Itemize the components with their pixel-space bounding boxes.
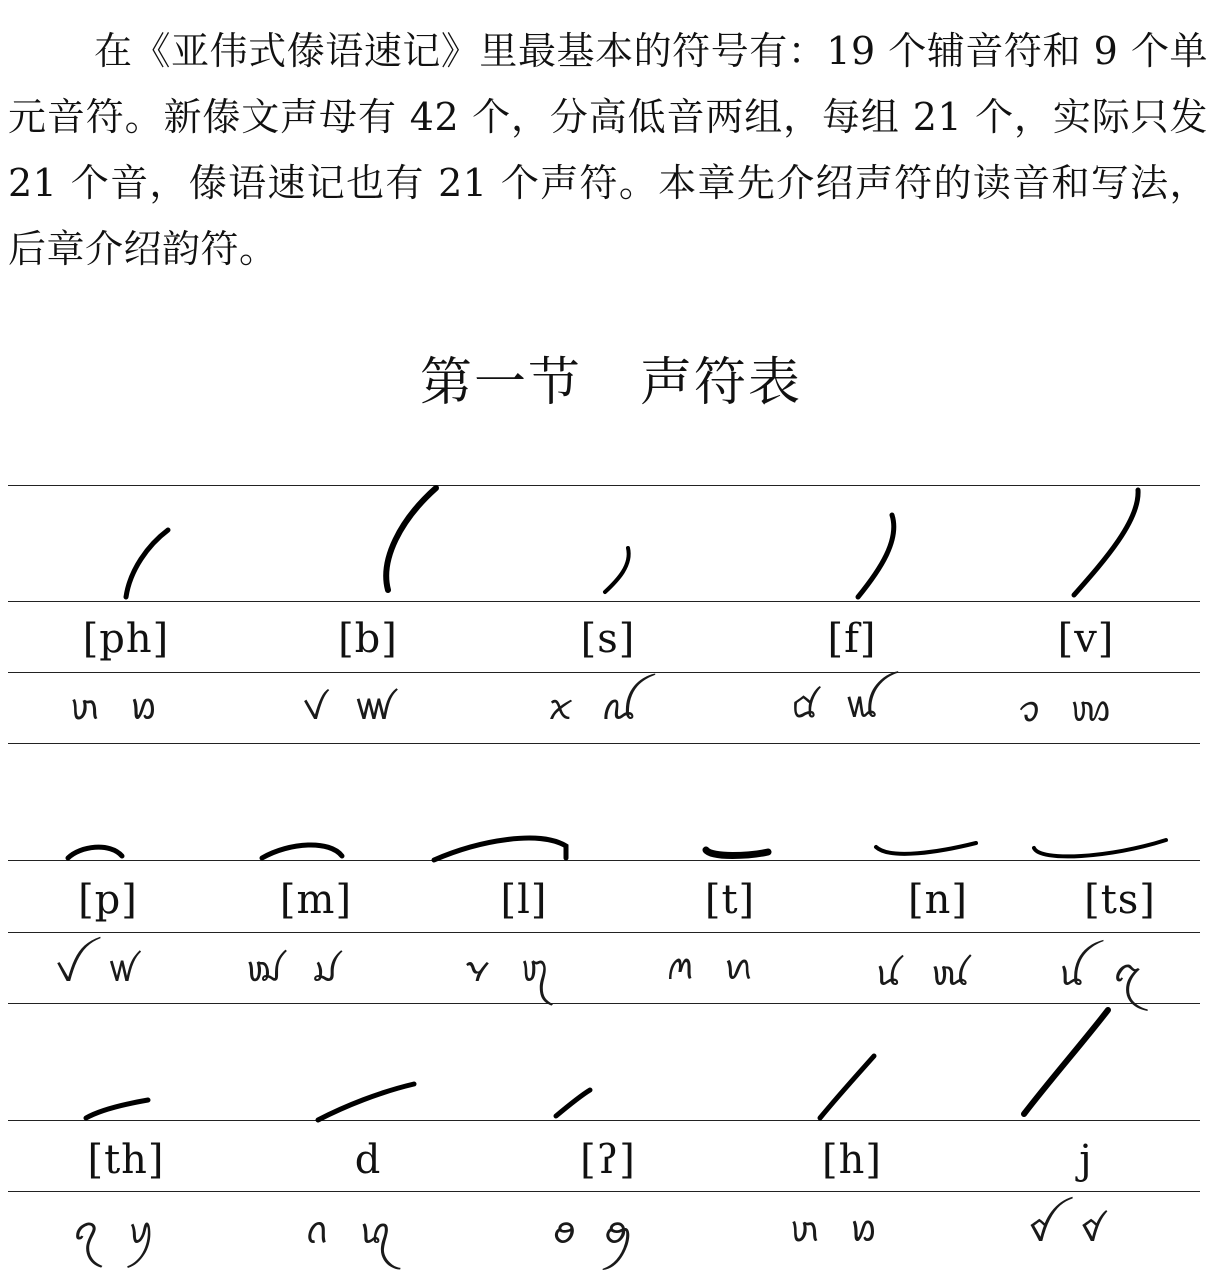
tai-letter-pair: ꪚ ꪛ	[302, 687, 402, 728]
tai-letter-pair: ꪜ ꪝ	[55, 949, 145, 990]
stroke-th	[86, 1100, 148, 1118]
intro-paragraph: 在《亚伟式傣语速记》里最基本的符号有：19 个辅音符和 9 个单元音符。新傣文声母有 42 个，分高低音两组，每组 21 个，实际只发 21 个音，傣语速记也有 21 个声符。本章先介绍声符的读音和写法，后章介绍韵符。	[8, 29, 1208, 271]
stroke-ts	[1034, 840, 1166, 856]
tai-letter-pair: ꪠ ꪡ	[789, 685, 887, 726]
stroke-d	[318, 1084, 414, 1120]
tai-letter-pair: ꪢ ꪣ	[244, 949, 348, 990]
section-name: 声符表	[640, 353, 803, 413]
tai-letter-pair: ꪤ ꪥ	[1027, 1209, 1113, 1250]
stroke-f	[858, 515, 894, 597]
stroke-v	[1074, 490, 1138, 595]
ipa-label: [b]	[338, 616, 398, 662]
stroke-ph	[126, 530, 168, 597]
tai-letter-pair: ꪬ ꪭ	[68, 687, 168, 728]
ipa-label: [l]	[500, 877, 548, 923]
stroke-j	[1024, 1010, 1108, 1114]
ipa-label: d	[354, 1137, 382, 1183]
tai-letter-pair: ꪒ ꪓ	[304, 1211, 400, 1252]
tai-letter-pair: ꪊ ꪋ	[1058, 953, 1150, 994]
section-number: 第一节	[419, 353, 582, 413]
stroke-b	[386, 488, 436, 590]
ipa-label: j	[1079, 1137, 1093, 1183]
stroke-t	[706, 850, 768, 856]
stroke-glottal	[556, 1090, 590, 1116]
ipa-label: [th]	[87, 1137, 165, 1183]
ipa-label: [f]	[827, 616, 877, 662]
tai-letter-pair: ꪙ ꪘ	[874, 953, 978, 994]
ipa-label: [ʔ]	[580, 1137, 636, 1183]
tai-letter-pair: ꪮ ꪯ	[552, 1211, 640, 1252]
tai-letter-pair: ꪎ ꪏ	[547, 687, 645, 728]
stroke-m	[262, 845, 342, 858]
stroke-h	[820, 1056, 874, 1118]
stroke-l	[434, 838, 566, 860]
stroke-s	[605, 548, 629, 592]
ipa-label: [t]	[704, 877, 756, 923]
ipa-label: [p]	[78, 877, 138, 923]
ipa-label: [m]	[279, 877, 353, 923]
tai-letter-pair: ꪩ ꪨ	[465, 949, 559, 990]
ipa-label: [n]	[908, 877, 968, 923]
tai-letter-pair: ꪔ ꪕ	[664, 947, 764, 988]
ipa-label: [ph]	[82, 616, 170, 662]
ipa-label: [h]	[822, 1137, 882, 1183]
ipa-label: [ts]	[1084, 877, 1156, 923]
tai-letter-pair: ꪖ ꪗ	[72, 1211, 164, 1252]
stroke-n	[876, 843, 976, 854]
ipa-label: [s]	[580, 616, 636, 662]
stroke-p	[68, 847, 122, 858]
tai-letter-pair: ꪬ ꪭ	[788, 1209, 888, 1250]
tai-letter-pair: ꪫ ꪪ	[1018, 689, 1122, 730]
ipa-label: [v]	[1057, 616, 1115, 662]
